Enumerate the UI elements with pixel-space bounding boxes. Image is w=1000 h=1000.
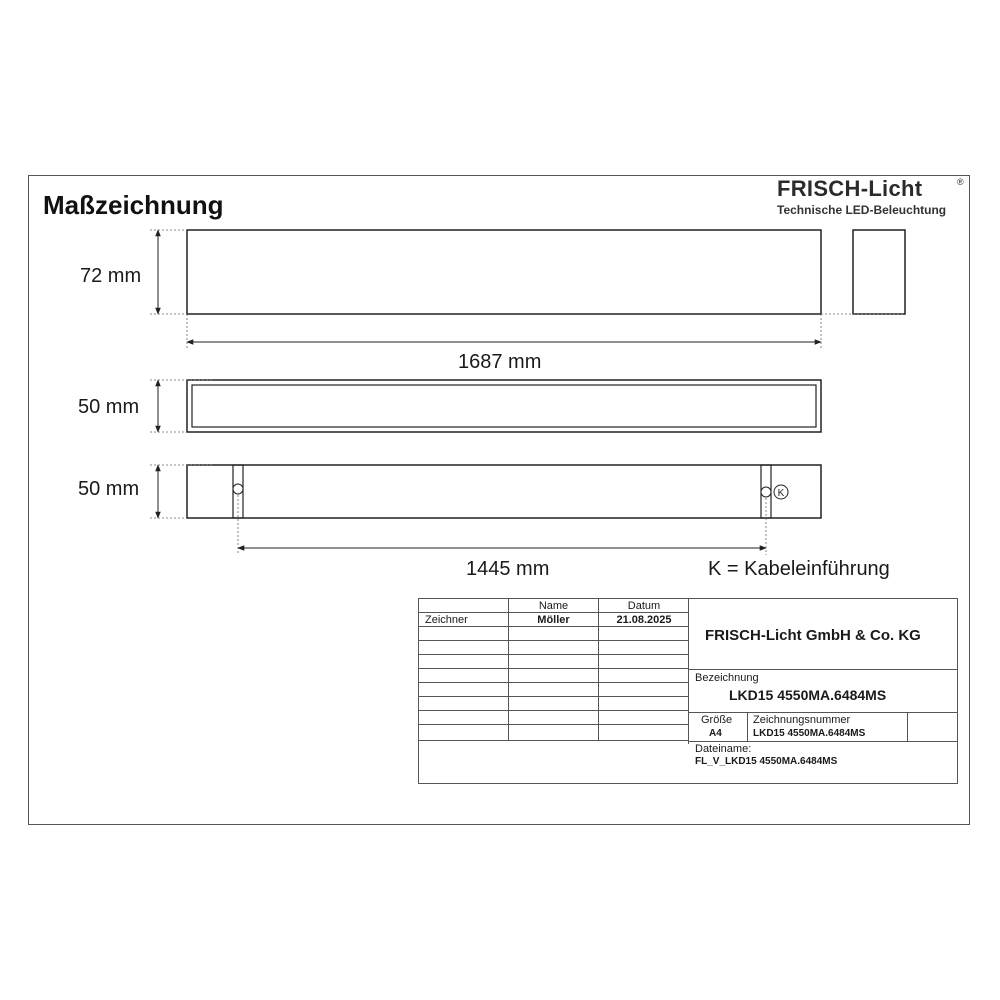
table-row bbox=[419, 641, 689, 655]
table-row bbox=[419, 725, 689, 741]
table-row bbox=[419, 683, 689, 697]
filename-label: Dateiname: bbox=[695, 743, 752, 755]
designation-value: LKD15 4550MA.6484MS bbox=[729, 687, 887, 703]
table-row bbox=[419, 627, 689, 641]
header-date: Datum bbox=[627, 600, 661, 612]
drawing-number-label: Zeichnungsnummer bbox=[753, 714, 851, 726]
revision-table bbox=[419, 599, 689, 744]
cable-entry-left bbox=[233, 484, 243, 494]
table-row bbox=[419, 697, 689, 711]
size-value: A4 bbox=[709, 728, 722, 739]
cable-marker-letter: K bbox=[777, 488, 785, 499]
dim-label-height-middle: 50 mm bbox=[78, 396, 140, 418]
company-name: FRISCH-Licht GmbH & Co. KG bbox=[705, 627, 921, 644]
drawer-date: 21.08.2025 bbox=[616, 614, 672, 626]
drawer-name: Möller bbox=[509, 613, 599, 627]
cable-legend: K = Kabeleinführung bbox=[708, 558, 890, 580]
luminaire-top-view bbox=[187, 465, 821, 518]
title-block-info bbox=[689, 599, 957, 783]
page-title: Maßzeichnung bbox=[43, 190, 224, 220]
header-name: Name bbox=[509, 599, 599, 613]
size-label: Größe bbox=[701, 714, 733, 726]
table-row bbox=[419, 669, 689, 683]
brand-logo-name: FRISCH-Licht bbox=[777, 176, 923, 201]
dim-label-height-bottom: 50 mm bbox=[78, 478, 140, 500]
row-label-drawer: Zeichner bbox=[419, 613, 509, 627]
luminaire-side-view bbox=[187, 230, 821, 314]
brand-tagline: Technische LED-Beleuchtung bbox=[777, 203, 947, 217]
dim-label-mount-distance: 1445 mm bbox=[466, 558, 550, 580]
table-row bbox=[419, 655, 689, 669]
table-row bbox=[419, 613, 689, 627]
table-header-row bbox=[419, 599, 689, 613]
brand-registered-mark: ® bbox=[957, 177, 964, 187]
dim-label-length: 1687 mm bbox=[458, 351, 542, 373]
luminaire-front-view bbox=[187, 380, 821, 432]
designation-label: Bezeichnung bbox=[695, 672, 759, 684]
luminaire-end-view bbox=[853, 230, 905, 314]
cable-entry-right bbox=[761, 487, 771, 497]
title-block bbox=[418, 598, 958, 784]
dim-label-height-top: 72 mm bbox=[80, 265, 142, 287]
filename-value: FL_V_LKD15 4550MA.6484MS bbox=[695, 756, 838, 767]
table-row bbox=[419, 711, 689, 725]
drawing-number-value: LKD15 4550MA.6484MS bbox=[753, 728, 866, 739]
